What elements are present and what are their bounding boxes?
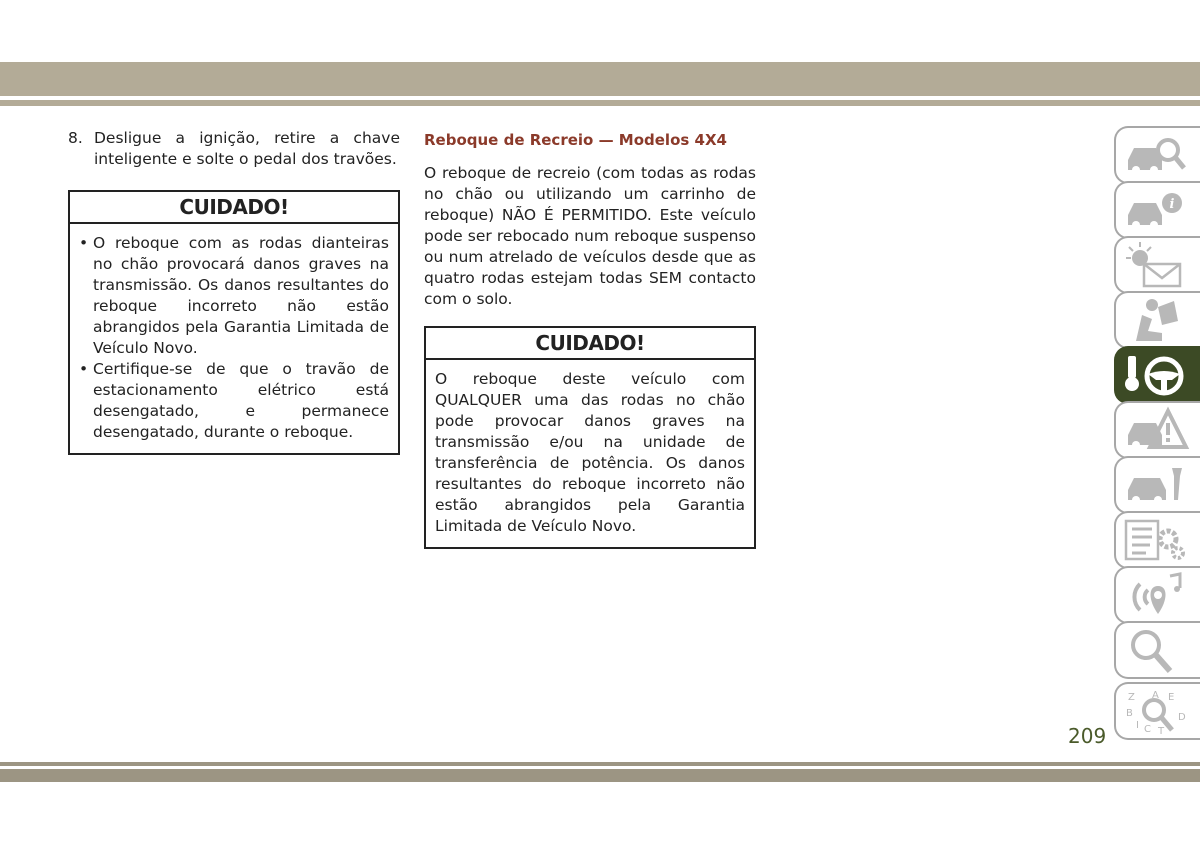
key-steering-wheel-icon <box>1122 350 1194 400</box>
middle-column <box>424 128 756 549</box>
tab-car-hazard[interactable] <box>1114 401 1200 459</box>
index-letter: C <box>1144 724 1151 735</box>
bullet-dot: • <box>79 360 89 378</box>
caution-box-middle <box>424 326 756 549</box>
spec-list-gear-icon <box>1122 515 1194 565</box>
svg-text:i: i <box>1169 197 1175 212</box>
tab-car-wrench[interactable] <box>1114 456 1200 514</box>
index-letter: Z <box>1128 692 1135 703</box>
bullet-item <box>79 233 389 359</box>
tab-warning-light-message[interactable] <box>1114 236 1200 294</box>
tab-search[interactable] <box>1114 621 1200 679</box>
index-letter: D <box>1178 712 1186 723</box>
footer-rule <box>0 762 1200 766</box>
caution-box-left <box>68 190 400 455</box>
index-letter: T <box>1158 726 1165 736</box>
bullet-dot: • <box>79 234 89 252</box>
tab-index[interactable] <box>1114 682 1200 740</box>
tab-car-info[interactable] <box>1114 181 1200 239</box>
bullet-text: O reboque com as rodas dianteiras no chão provocará danos graves na transmissão. Os danos resultantes do reboque incorreto não estão abrangidos pela Garantia Limitada de Veículo Novo. <box>93 234 389 357</box>
step-8 <box>68 128 400 170</box>
seat-airbag-icon <box>1122 295 1194 345</box>
bullet-item <box>79 359 389 443</box>
car-wrench-icon <box>1122 460 1194 510</box>
step-number: 8. <box>68 129 83 147</box>
car-info-icon <box>1122 185 1194 235</box>
header-rule <box>0 100 1200 106</box>
warning-light-message-icon <box>1122 240 1194 290</box>
header-band <box>0 62 1200 96</box>
radio-music-nav-icon <box>1122 570 1194 620</box>
tab-seat-airbag[interactable] <box>1114 291 1200 349</box>
car-magnifier-icon <box>1122 130 1194 180</box>
footer-band <box>0 769 1200 782</box>
tab-car-magnifier[interactable] <box>1114 126 1200 184</box>
bullet-text: Certifique-se de que o travão de estacionamento elétrico está desengatado, e permanece desengatado, durante o reboque. <box>93 360 389 441</box>
caution-text: O reboque deste veículo com QUALQUER uma das rodas no chão pode provocar danos graves na transmissão e/ou na unidade de transferência de potência. Os danos resultantes do reboque incorreto não estão abrangidos pela Garantia Limitada de Veículo Novo. <box>435 370 745 535</box>
caution-title: CUIDADO! <box>70 192 398 224</box>
tab-starting-operating[interactable] <box>1114 346 1200 404</box>
tab-radio-music[interactable] <box>1114 566 1200 624</box>
magnifier-icon <box>1122 625 1194 675</box>
left-column <box>68 128 400 455</box>
step-text: Desligue a ignição, retire a chave inteligente e solte o pedal dos travões. <box>94 129 400 168</box>
alphabet-index-icon <box>1122 686 1194 736</box>
section-paragraph: O reboque de recreio (com todas as rodas no chão ou utilizando um carrinho de reboque) NÃO É PERMITIDO. Este veículo pode ser rebocado num reboque suspenso ou num atrelado de veículos desde que as quatro rodas estejam todas SEM contacto com o solo. <box>424 164 756 308</box>
index-letter: A <box>1152 690 1159 701</box>
section-heading: Reboque de Recreio — Modelos 4X4 <box>424 131 727 149</box>
index-letter: I <box>1136 720 1139 731</box>
index-letter: B <box>1126 708 1133 719</box>
car-hazard-triangle-icon <box>1122 405 1194 455</box>
caution-body <box>70 224 398 453</box>
caution-title: CUIDADO! <box>426 328 754 360</box>
tab-spec-list[interactable] <box>1114 511 1200 569</box>
index-letter: E <box>1168 692 1175 703</box>
page-number: 209 <box>1068 724 1107 748</box>
